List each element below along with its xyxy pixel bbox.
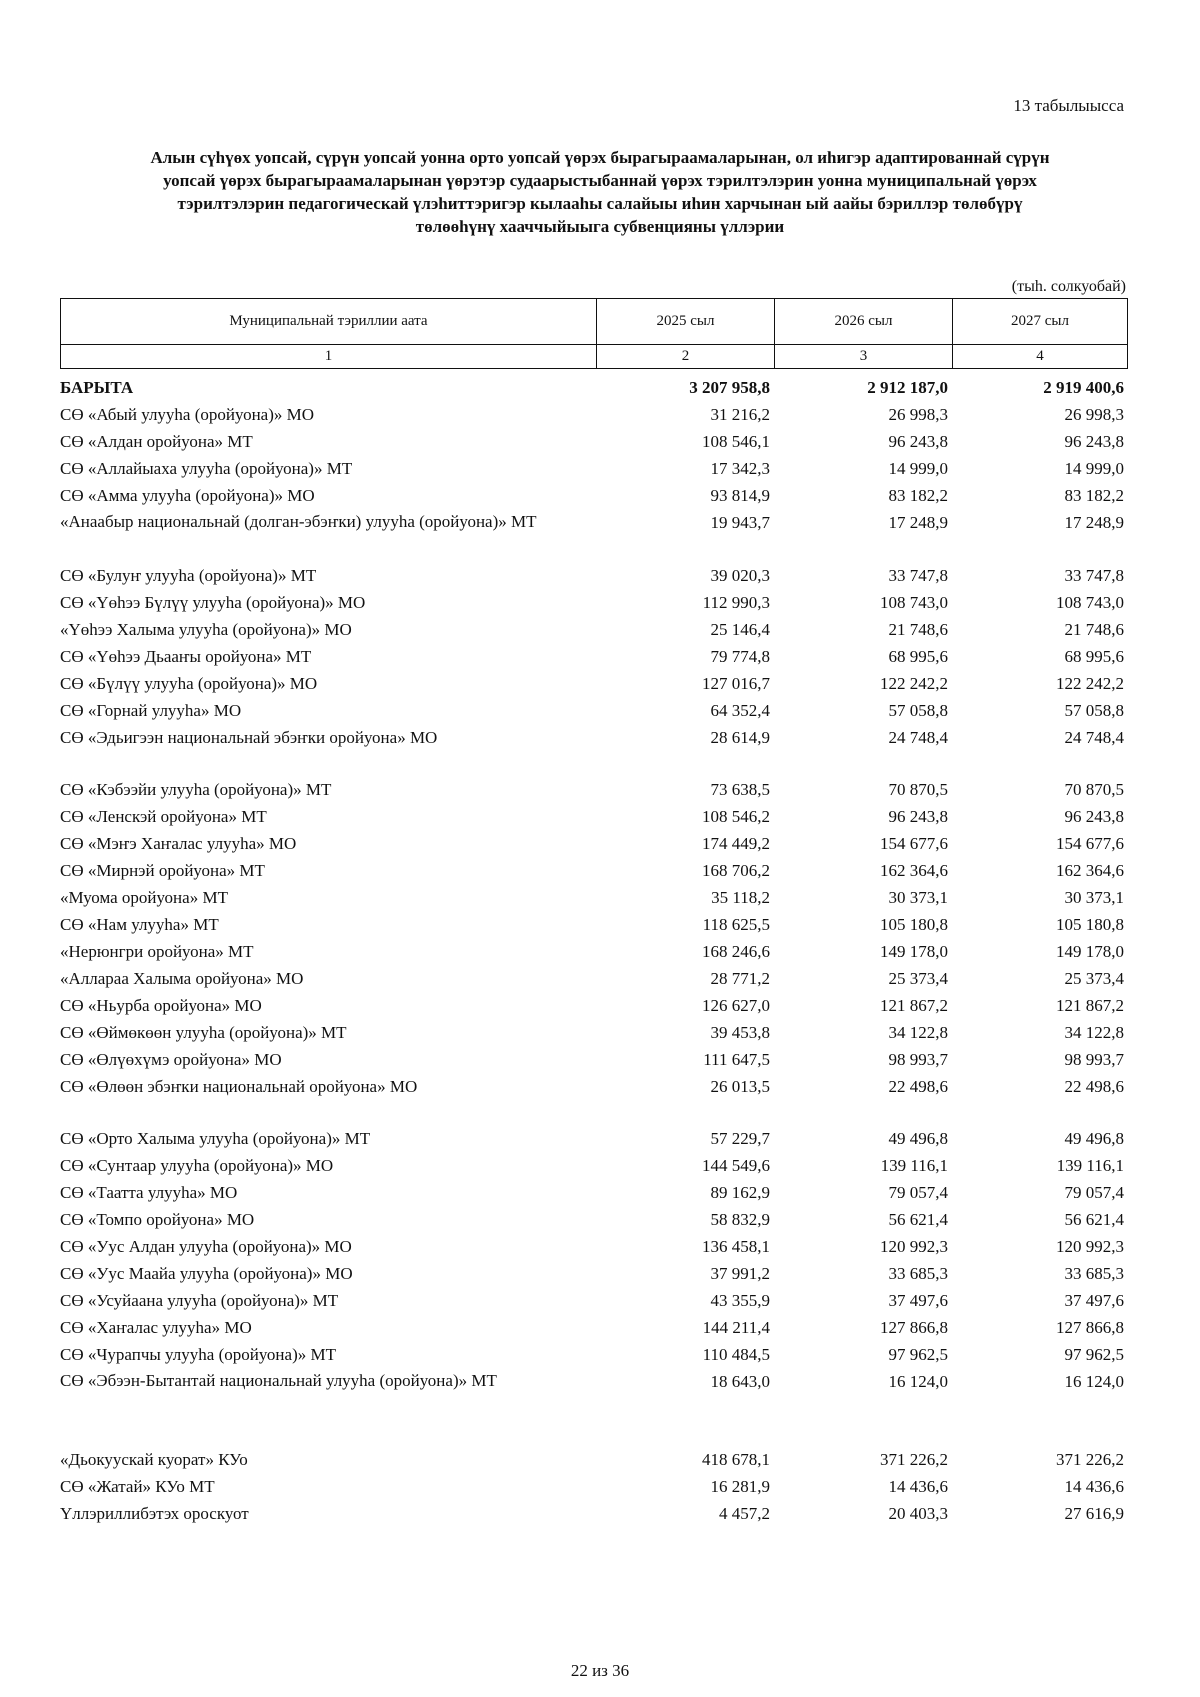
table-row [60, 803, 1128, 830]
value-2026: 57 058,8 [888, 701, 948, 720]
value-2025: 19 943,7 [710, 513, 770, 532]
value-2025: 89 162,9 [710, 1183, 770, 1202]
value-2026: 68 995,6 [888, 647, 948, 666]
table-row [60, 857, 1128, 884]
value-2026: 34 122,8 [888, 1023, 948, 1042]
municipality-name: СӨ «Абый улууһа (оройуона)» МО [60, 405, 315, 424]
total-label: БАРЫТА [60, 378, 134, 397]
table-row [60, 1179, 1128, 1206]
total-2025: 3 207 958,8 [689, 378, 770, 397]
value-2025: 118 625,5 [702, 915, 770, 934]
table-row [60, 830, 1128, 857]
column-number: 3 [775, 345, 953, 368]
page-number: 22 из 36 [570, 1661, 630, 1680]
value-2026: 105 180,8 [880, 915, 948, 934]
value-2026: 97 962,5 [888, 1345, 948, 1364]
value-2026: 49 496,8 [888, 1129, 948, 1148]
column-header-2025: 2025 сыл [597, 299, 775, 344]
table-row [60, 670, 1128, 697]
table-row [60, 616, 1128, 643]
value-2025: 73 638,5 [710, 780, 770, 799]
value-2026: 56 621,4 [888, 1210, 948, 1229]
value-2025: 144 549,6 [702, 1156, 770, 1175]
table-row [60, 911, 1128, 938]
value-2026: 30 373,1 [888, 888, 948, 907]
table-row [60, 589, 1128, 616]
municipality-name: «Үөһээ Халыма улууһа (оройуона)» МО [60, 620, 352, 639]
table-row [60, 992, 1128, 1019]
value-2026: 83 182,2 [888, 486, 948, 505]
column-number: 1 [61, 345, 597, 368]
value-2025: 111 647,5 [703, 1050, 770, 1069]
value-2025: 18 643,0 [710, 1372, 770, 1391]
value-2026: 22 498,6 [888, 1077, 948, 1096]
municipality-name: СӨ «Өлөөн эбэҥки национальнай оройуона» МО [60, 1077, 418, 1096]
value-2027: 96 243,8 [1064, 432, 1124, 451]
value-2027: 105 180,8 [1056, 915, 1124, 934]
value-2025: 28 771,2 [710, 969, 770, 988]
municipality-name: СӨ «Горнай улууһа» МО [60, 701, 242, 720]
value-2027: 25 373,4 [1064, 969, 1124, 988]
table-row [60, 1233, 1128, 1260]
value-2027: 127 866,8 [1056, 1318, 1124, 1337]
value-2025: 37 991,2 [710, 1264, 770, 1283]
table-row [60, 1446, 1128, 1473]
value-2025: 16 281,9 [710, 1477, 770, 1496]
value-2027: 154 677,6 [1056, 834, 1124, 853]
municipality-name: СӨ «Сунтаар улууһа (оройуона)» МО [60, 1156, 334, 1175]
value-2027: 14 999,0 [1064, 459, 1124, 478]
table-row [60, 1473, 1128, 1500]
value-2026: 121 867,2 [880, 996, 948, 1015]
value-2027: 162 364,6 [1056, 861, 1124, 880]
municipality-name: СӨ «Уус Маайа улууһа (оройуона)» МО [60, 1264, 353, 1283]
value-2027: 56 621,4 [1064, 1210, 1124, 1229]
value-2027: 70 870,5 [1064, 780, 1124, 799]
value-2027: 68 995,6 [1064, 647, 1124, 666]
value-2026: 154 677,6 [880, 834, 948, 853]
value-2027: 122 242,2 [1056, 674, 1124, 693]
value-2026: 21 748,6 [888, 620, 948, 639]
column-number: 4 [1036, 348, 1044, 364]
title-line: уопсай үөрэх бырагыраамаларынан үөрэтэр судаарыстыбаннай үөрэх тэрилтэлэрин уонна муниципальнай үөрэх [163, 171, 1037, 190]
value-2027: 79 057,4 [1064, 1183, 1124, 1202]
value-2026: 149 178,0 [880, 942, 948, 961]
municipality-name: «Дьокуускай куорат» КУо [60, 1450, 248, 1469]
table-row [60, 1260, 1128, 1287]
value-2025: 43 355,9 [710, 1291, 770, 1310]
municipality-name: СӨ «Нам улууһа» МТ [60, 915, 219, 934]
value-2026: 14 436,6 [888, 1477, 948, 1496]
municipality-name: СӨ «Аллайыаха улууһа (оройуона)» МТ [60, 459, 353, 478]
value-2025: 57 229,7 [710, 1129, 770, 1148]
value-2025: 4 457,2 [719, 1504, 770, 1523]
value-2026: 122 242,2 [880, 674, 948, 693]
table-body [60, 374, 1128, 1527]
value-2025: 168 246,6 [702, 942, 770, 961]
value-2026: 25 373,4 [888, 969, 948, 988]
value-2025: 144 211,4 [702, 1318, 770, 1337]
table-row [60, 643, 1128, 670]
municipality-name: СӨ «Мирнэй оройуона» МТ [60, 861, 265, 880]
value-2025: 112 990,3 [702, 593, 770, 612]
value-2027: 22 498,6 [1064, 1077, 1124, 1096]
value-2025: 108 546,1 [702, 432, 770, 451]
table-row [60, 401, 1128, 428]
municipality-name: СӨ «Ньурба оройуона» МО [60, 996, 262, 1015]
value-2027: 98 993,7 [1064, 1050, 1124, 1069]
value-2026: 162 364,6 [880, 861, 948, 880]
value-2025: 25 146,4 [710, 620, 770, 639]
table-row [60, 1073, 1128, 1100]
document-title [60, 146, 1140, 238]
value-2025: 174 449,2 [702, 834, 770, 853]
value-2027: 139 116,1 [1056, 1156, 1124, 1175]
table-row [60, 1046, 1128, 1073]
municipality-name: СӨ «Чурапчы улууһа (оройуона)» МТ [60, 1345, 336, 1364]
column-header-2026: 2026 сыл [775, 299, 953, 344]
value-2026: 139 116,1 [880, 1156, 948, 1175]
table-row [60, 1152, 1128, 1179]
table-row [60, 884, 1128, 911]
table-row [60, 1287, 1128, 1314]
value-2027: 37 497,6 [1064, 1291, 1124, 1310]
municipality-name: СӨ «Томпо оройуона» МО [60, 1210, 255, 1229]
title-line: тэрилтэлэрин педагогическай үлэһиттэригэр кылааһы салайыы иһин харчынан ый аайы бэриллэр төлөбүрү [177, 194, 1023, 213]
table-row [60, 965, 1128, 992]
value-2025: 127 016,7 [702, 674, 770, 693]
value-2026: 108 743,0 [880, 593, 948, 612]
value-2027: 97 962,5 [1064, 1345, 1124, 1364]
value-2027: 120 992,3 [1056, 1237, 1124, 1256]
municipality-name: СӨ «Үөһээ Бүлүү улууһа (оройуона)» МО [60, 593, 366, 612]
table-row [60, 1206, 1128, 1233]
value-2026: 371 226,2 [880, 1450, 948, 1469]
unit-note: (тыһ. солкуобай) [1011, 278, 1126, 295]
value-2026: 98 993,7 [888, 1050, 948, 1069]
value-2027: 149 178,0 [1056, 942, 1124, 961]
table-row [60, 1500, 1128, 1527]
value-2026: 17 248,9 [888, 513, 948, 532]
value-2026: 79 057,4 [888, 1183, 948, 1202]
value-2026: 120 992,3 [880, 1237, 948, 1256]
column-header-2027: 2027 сыл [1011, 313, 1069, 329]
value-2026: 37 497,6 [888, 1291, 948, 1310]
annex-label: 13 табылыысса [1013, 96, 1124, 115]
table-row [60, 697, 1128, 724]
value-2027: 121 867,2 [1056, 996, 1124, 1015]
table-row [60, 1125, 1128, 1152]
municipality-name: СӨ «Хаҥалас улууһа» МО [60, 1318, 252, 1337]
value-2026: 20 403,3 [888, 1504, 948, 1523]
value-2027: 83 182,2 [1064, 486, 1124, 505]
municipality-name: СӨ «Ленскэй оройуона» МТ [60, 807, 267, 826]
table-row [60, 1368, 1128, 1421]
municipality-name: СӨ «Амма улууһа (оройуона)» МО [60, 486, 315, 505]
municipality-name: СӨ «Өймөкөөн улууһа (оройуона)» МТ [60, 1023, 347, 1042]
value-2025: 136 458,1 [702, 1237, 770, 1256]
value-2025: 28 614,9 [710, 728, 770, 747]
municipality-name: СӨ «Эбээн-Бытантай национальнай улууһа (оройуона)» МТ [60, 1371, 497, 1390]
title-line: Алын сүһүөх уопсай, сүрүн уопсай уонна орто уопсай үөрэх бырагыраамаларынан, ол иһигэр адаптированнай сүрүн [150, 148, 1050, 167]
municipality-name: СӨ «Усуйаана улууһа (оройуона)» МТ [60, 1291, 339, 1310]
value-2026: 33 685,3 [888, 1264, 948, 1283]
value-2027: 33 685,3 [1064, 1264, 1124, 1283]
municipality-name: СӨ «Жатай» КУо МТ [60, 1477, 215, 1496]
value-2025: 108 546,2 [702, 807, 770, 826]
value-2026: 14 999,0 [888, 459, 948, 478]
column-number: 2 [597, 345, 775, 368]
value-2026: 16 124,0 [888, 1372, 948, 1391]
table-row [60, 1019, 1128, 1046]
table-row [60, 938, 1128, 965]
municipality-name: Үллэриллибэтэх ороскуот [60, 1504, 249, 1523]
value-2026: 26 998,3 [888, 405, 948, 424]
value-2025: 58 832,9 [710, 1210, 770, 1229]
municipality-name: «Аллараа Халыма оройуона» МО [60, 969, 304, 988]
value-2025: 39 020,3 [710, 566, 770, 585]
total-2027: 2 919 400,6 [1043, 378, 1124, 397]
value-2025: 418 678,1 [702, 1450, 770, 1469]
value-2025: 110 484,5 [702, 1345, 770, 1364]
municipality-name: «Анаабыр национальнай (долган-эбэҥки) улууһа (оройуона)» МТ [60, 512, 537, 531]
value-2025: 26 013,5 [710, 1077, 770, 1096]
table-row [60, 1341, 1128, 1368]
column-number-row [61, 344, 1127, 368]
municipality-name: «Нерюнгри оройуона» МТ [60, 942, 254, 961]
table-row [60, 1314, 1128, 1341]
value-2025: 35 118,2 [711, 888, 770, 907]
header-row [61, 299, 1127, 344]
municipality-name: СӨ «Уус Алдан улууһа (оройуона)» МО [60, 1237, 352, 1256]
municipality-name: СӨ «Кэбээйи улууһа (оройуона)» МТ [60, 780, 332, 799]
table-row [60, 724, 1128, 751]
municipality-name: СӨ «Алдан оройуона» МТ [60, 432, 253, 451]
municipality-name: СӨ «Таатта улууһа» МО [60, 1183, 238, 1202]
value-2027: 96 243,8 [1064, 807, 1124, 826]
value-2026: 127 866,8 [880, 1318, 948, 1337]
value-2025: 126 627,0 [702, 996, 770, 1015]
value-2027: 16 124,0 [1064, 1372, 1124, 1391]
value-2027: 21 748,6 [1064, 620, 1124, 639]
value-2025: 64 352,4 [710, 701, 770, 720]
value-2025: 79 774,8 [710, 647, 770, 666]
municipality-name: «Муома оройуона» МТ [60, 888, 228, 907]
value-2026: 70 870,5 [888, 780, 948, 799]
municipality-name: СӨ «Мэҥэ Хаҥалас улууһа» МО [60, 834, 297, 853]
value-2027: 49 496,8 [1064, 1129, 1124, 1148]
municipality-name: СӨ «Бүлүү улууһа (оройуона)» МО [60, 674, 318, 693]
value-2027: 27 616,9 [1064, 1504, 1124, 1523]
table-row [60, 509, 1128, 562]
table-row [60, 455, 1128, 482]
value-2025: 17 342,3 [710, 459, 770, 478]
table-row [60, 428, 1128, 455]
value-2026: 96 243,8 [888, 432, 948, 451]
total-2026: 2 912 187,0 [867, 378, 948, 397]
table-header [60, 298, 1128, 369]
value-2027: 371 226,2 [1056, 1450, 1124, 1469]
municipality-name: СӨ «Орто Халыма улууһа (оройуона)» МТ [60, 1129, 371, 1148]
value-2025: 93 814,9 [710, 486, 770, 505]
table-row [60, 482, 1128, 509]
value-2025: 168 706,2 [702, 861, 770, 880]
municipality-name: СӨ «Булуҥ улууһа (оройуона)» МТ [60, 566, 317, 585]
value-2025: 39 453,8 [710, 1023, 770, 1042]
value-2027: 33 747,8 [1064, 566, 1124, 585]
table-row [60, 776, 1128, 803]
municipality-name: СӨ «Эдьигээн национальнай эбэҥки оройуона» МО [60, 728, 438, 747]
value-2027: 17 248,9 [1064, 513, 1124, 532]
value-2026: 33 747,8 [888, 566, 948, 585]
value-2027: 24 748,4 [1064, 728, 1124, 747]
value-2026: 96 243,8 [888, 807, 948, 826]
value-2027: 34 122,8 [1064, 1023, 1124, 1042]
municipality-name: СӨ «Өлүөхүмэ оройуона» МО [60, 1050, 282, 1069]
title-line: төлөөһүнү хааччыйыыга субвенцияны үллэрии [415, 217, 785, 236]
table-row [60, 562, 1128, 589]
value-2026: 24 748,4 [888, 728, 948, 747]
value-2027: 57 058,8 [1064, 701, 1124, 720]
value-2027: 30 373,1 [1064, 888, 1124, 907]
value-2025: 31 216,2 [710, 405, 770, 424]
column-header-name: Муниципальнай тэриллии аата [61, 299, 597, 344]
value-2027: 14 436,6 [1064, 1477, 1124, 1496]
municipality-name: СӨ «Үөһээ Дьааҥы оройуона» МТ [60, 647, 312, 666]
value-2027: 26 998,3 [1064, 405, 1124, 424]
total-row [60, 374, 1128, 401]
value-2027: 108 743,0 [1056, 593, 1124, 612]
